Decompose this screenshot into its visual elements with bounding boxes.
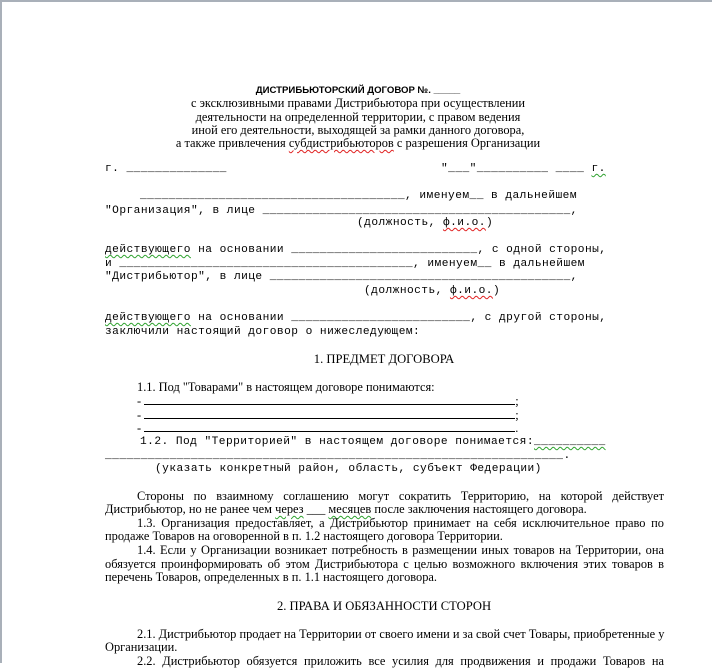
clause-2-2-line-1: 2.2. Дистрибьютор обязуется приложить все усилия для продвижения и продажи Товаров на <box>137 654 664 668</box>
section-1-heading: 1. ПРЕДМЕТ ДОГОВОРА <box>313 352 455 366</box>
date-blank: "___"__________ ____ <box>441 163 585 175</box>
clause-2-1-line-2: Организации. <box>105 640 178 654</box>
clause-1-3-line-2: продаже Товаров на оговоренной в п. 1.2 настоящего договора Территории. <box>105 529 503 543</box>
item-end: ; <box>515 408 519 422</box>
territory-hint: (указать конкретный район, область, субъект Федерации) <box>155 463 542 475</box>
goods-blank-line <box>144 394 515 405</box>
reduce-territory-line-1: Стороны по взаимному соглашению могут сократить Территорию, на которой действует <box>137 489 664 503</box>
subtitle-line-1: с эксклюзивными правами Дистрибьютора при осуществлении <box>191 96 525 110</box>
acting-word: действующего <box>105 244 191 256</box>
spellcheck-word[interactable]: субдистрибьюторов <box>288 136 394 150</box>
spellcheck-word: месяцев <box>328 502 372 516</box>
org-basis-line <box>105 244 606 256</box>
dist-name-line: и _________________________________________, именуем__ в дальнейшем <box>105 258 585 270</box>
hint-text: ) <box>492 285 501 297</box>
dist-basis-line <box>105 312 606 324</box>
months-blank: ___ <box>303 502 329 516</box>
dist-position-hint <box>364 285 500 297</box>
hint-text: (должность, <box>364 285 450 297</box>
goods-item-3 <box>137 421 518 436</box>
clause-text: 1.2. Под "Территорией" в настоящем договоре понимается: <box>140 436 534 448</box>
basis-text: на основании _________________________, с другой стороны, <box>190 312 607 324</box>
subtitle-text: с разрешения Организации <box>396 136 541 150</box>
hint-text: ) <box>485 217 494 229</box>
org-position-hint <box>357 217 493 229</box>
subtitle-line-4 <box>2 136 712 151</box>
dash: - <box>137 421 142 435</box>
contract-title: ДИСТРИБЬЮТОРСКИЙ ДОГОВОР №. _____ <box>255 85 461 96</box>
city-field: г. ______________ <box>105 163 227 175</box>
hint-fio: ф.и.о. <box>442 217 486 229</box>
org-representative-line: "Организация", в лице ___________________________________________, <box>105 205 578 217</box>
goods-item-1 <box>137 394 519 409</box>
item-end: . <box>515 421 519 435</box>
reduce-territory-line-2 <box>105 502 587 517</box>
clause-1-4-line-1: 1.4. Если у Организации возникает потребность в размещении иных товаров на Территории, она <box>137 543 664 557</box>
concluded-line: заключили настоящий договор о нижеследующем: <box>105 326 421 338</box>
year-suffix: г. <box>591 163 606 175</box>
item-end: ; <box>515 394 519 408</box>
dash: - <box>137 408 142 422</box>
text: после заключения настоящего договора. <box>371 502 587 516</box>
clause-1-1: 1.1. Под "Товарами" в настоящем договоре понимаются: <box>137 380 435 394</box>
date-field <box>441 163 606 175</box>
subtitle-text: а также привлечения <box>175 136 286 150</box>
territory-line: ________________________________________________________________. <box>105 450 571 462</box>
dash: - <box>137 394 142 408</box>
org-name-line: _____________________________________, именуем__ в дальнейшем <box>140 190 577 202</box>
goods-blank-line <box>144 421 515 432</box>
clause-1-3-line-1: 1.3. Организация предоставляет, а Дистрибьютор принимает на себя исключительное право по <box>137 516 664 530</box>
acting-word: действующего <box>105 312 191 324</box>
section-2-heading: 2. ПРАВА И ОБЯЗАННОСТИ СТОРОН <box>276 599 492 613</box>
dist-representative-line: "Дистрибьютор", в лице __________________________________________, <box>105 271 578 283</box>
clause-1-4-line-2: обязуется проинформировать об этом Дистрибьютора с целью возможного включения этих товаров в <box>105 557 664 571</box>
spellcheck-word: через <box>275 502 304 516</box>
goods-blank-line <box>144 408 515 419</box>
subtitle-line-3: иной его деятельности, выходящей за рамки данного договора, <box>191 123 525 137</box>
subtitle-line-2: деятельности на определенной территории, с правом ведения <box>195 110 521 124</box>
hint-text: (должность, <box>357 217 443 229</box>
territory-blank: __________ <box>534 436 606 448</box>
hint-fio: ф.и.о. <box>449 285 493 297</box>
clause-1-2 <box>140 436 606 448</box>
text: Дистрибьютор, но не ранее чем <box>105 502 276 516</box>
basis-text: на основании __________________________, с одной стороны, <box>190 244 607 256</box>
clause-1-4-line-3: перечень Товаров, определенных в п. 1.1 настоящего договора. <box>105 570 438 584</box>
clause-2-1-line-1: 2.1. Дистрибьютор продает на Территории от своего имени и за свой счет Товары, приобретенные у <box>137 627 665 641</box>
